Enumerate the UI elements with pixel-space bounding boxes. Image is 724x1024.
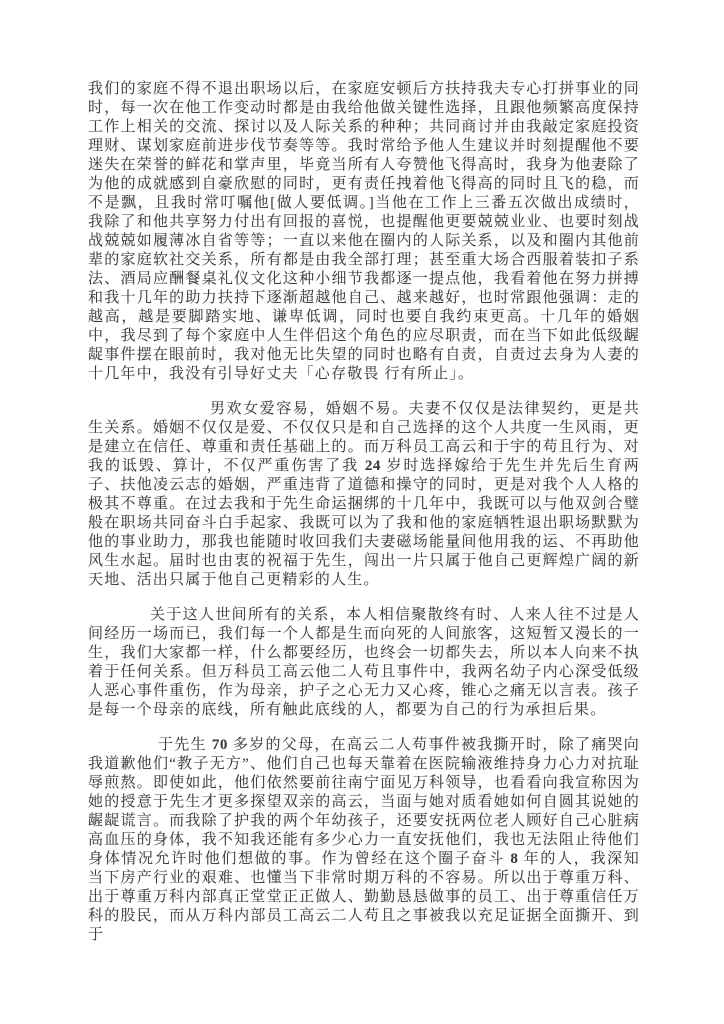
paragraph-2: 男欢女爱容易，婚姻不易。夫妻不仅仅是法律契约，更是共生关系。婚姻不仅仅是爱、不仅仅只是和自己选择的这个人共度一生风雨，更是建立在信任、尊重和责任基础上的。而万科员工高云和于宇的苟且行为、对我的诋毁、算计，不仅严重伤害了我 24 岁时选择嫁给于先生并先后生育两子、扶他凌云志的婚姻，严重违背了道德和操守的同时，更是对我个人人格的极其不尊重。在过去我和于先生命运捆绑的十几年中，我既可以与他双剑合璧般在职场共同奋斗白手起家、我既可以为了我和他的家庭牺牲退出职场默默为他的事业助力，那我也能随时收回我们夫妻磁场能量间他用我的运、不再助他风生水起。届时也由衷的祝福于先生，闯出一片只属于他自己更辉煌广阔的新天地、活出只属于他自己更精彩的人生。 [88,401,640,588]
paragraph-4: 于先生 70 多岁的父母，在高云二人苟事件被我撕开时，除了痛哭向我道歉他们“教子无方”、他们自己也每天靠着在医院输液维持身力心力对抗耻辱煎熬。即使如此，他们依然要前往南宁面见万科领导，也看看向我宣称因为她的授意于先生才更多探望双亲的高云，当面与她对质看她如何自圆其说她的龌龊谎言。而我除了护我的两个年幼孩子，还要安抚两位老人顾好自己心脏病高血压的身体，我不知我还能有多少心力一直安抚他们，我也无法阻止待他们身体情况允许时他们想做的事。作为曾经在这个圈子奋斗 8 年的人，我深知当下房产行业的艰难、也懂当下非常时期万科的不容易。所以出于尊重万科、出于尊重万科内部真正堂堂正正做人、勤勤恳恳做事的员工、出于尊重信任万科的股民，而从万科内部员工高云二人苟且之事被我以充足证据全面撕开、到于 [88,737,641,943]
paragraph-1: 我们的家庭不得不退出职场以后，在家庭安顿后方扶持我夫专心打拼事业的同时，每一次在他工作变动时都是由我给他做关键性选择，且跟他频繁高度保持工作上相关的交流、探讨以及人际关系的种种；共同商讨并由我敲定家庭投资理财、谋划家庭前进步伐节奏等等。我时常给予他人生建议并时刻提醒他不要迷失在荣誉的鲜花和掌声里，毕竟当所有人夸赞他飞得高时，我身为他妻除了为他的成就感到自豪欣慰的同时，更有责任拽着他飞得高的同时且飞的稳，而不是飘，且我时常叮嘱他[做人要低调。]当他在工作上三番五次做出成绩时，我除了和他共享努力付出有回报的喜悦，也提醒他更要兢兢业业、也要时刻战战兢兢如履薄冰自省等等；一直以来他在圈内的人际关系，以及和圈内其他前辈的家庭软社交关系，所有都是由我全部打理；甚至重大场合西服着装扣子系法、酒局应酬餐桌礼仪文化这种小细节我都逐一提点他，我看着他在努力拼搏和我十几年的助力扶持下逐渐超越他自己、越来越好，也时常跟他强调：走的越高，越是要脚踏实地、谦卑低调，同时也要自我约束更高。十几年的婚姻中，我尽到了每个家庭中人生伴侣这个角色的应尽职责，而在当下如此低级龌龊事件摆在眼前时，我对他无比失望的同时也略有自责，自责过去身为人妻的十几年中，我没有引导好丈夫「心存敬畏 行有所止」。 [88,81,640,382]
document-text-block [88,80,640,961]
paragraph-3: 关于这人世间所有的关系，本人相信聚散终有时、人来人往不过是人间经历一场而已，我们每一个人都是生而向死的人间旅客，这短暂又漫长的一生，我们大家都一样，什么都要经历，也终会一切都失去，所以本人向来不执着于任何关系。但万科员工高云他二人苟且事件中，我两名幼子内心深受低级人恶心事件重伤，作为母亲，护子之心无力又心疼，锥心之痛无以言表。孩子是每一个母亲的底线，所有触此底线的人，都要为自己的行为承担后果。 [88,607,640,718]
